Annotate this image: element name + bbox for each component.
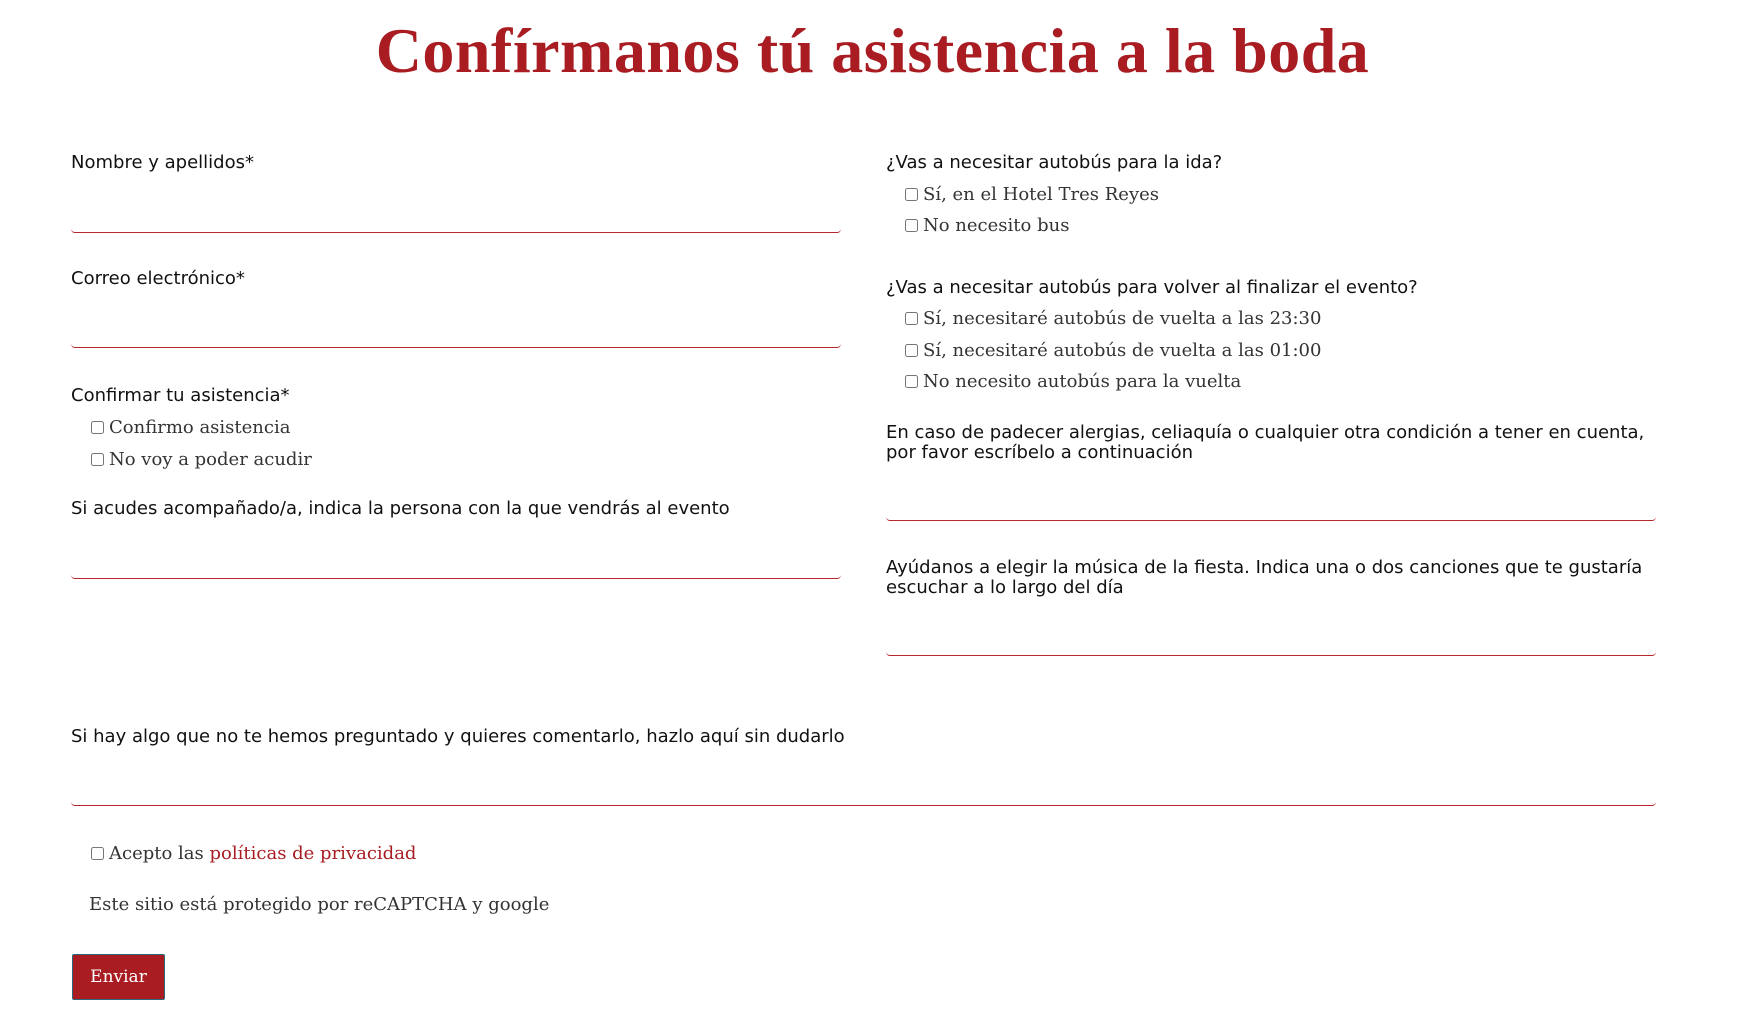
name-field[interactable]: [71, 198, 841, 233]
bus-return-label: ¿Vas a necesitar autobús para volver al finalizar el evento?: [886, 277, 1418, 298]
comments-label: Si hay algo que no te hemos preguntado y quieres comentarlo, hazlo aquí sin dudarlo: [71, 726, 845, 747]
attendance-option-confirm[interactable]: [91, 417, 290, 438]
attendance-option-decline[interactable]: [91, 449, 312, 470]
attendance-decline-checkbox[interactable]: [91, 453, 104, 466]
bus-go-hotel-label: Sí, en el Hotel Tres Reyes: [923, 184, 1160, 205]
bus-go-hotel-checkbox[interactable]: [905, 188, 918, 201]
email-label: Correo electrónico*: [71, 268, 245, 289]
attendance-confirm-checkbox[interactable]: [91, 421, 104, 434]
bus-go-none-label: No necesito bus: [923, 215, 1070, 236]
companion-label: Si acudes acompañado/a, indica la persona con la que vendrás al evento: [71, 498, 730, 519]
privacy-consent[interactable]: [91, 843, 416, 864]
music-label: Ayúdanos a elegir la música de la fiesta. Indica una o dos canciones que te gustaría escuchar a lo largo del día: [886, 557, 1643, 598]
page-title: Confírmanos tú asistencia a la boda: [375, 15, 1370, 86]
music-field[interactable]: [886, 621, 1656, 656]
bus-return-option-2330[interactable]: [905, 308, 1321, 329]
bus-return-0100-label: Sí, necesitaré autobús de vuelta a las 01:00: [923, 340, 1322, 361]
bus-go-label: ¿Vas a necesitar autobús para la ida?: [886, 152, 1223, 173]
bus-return-2330-label: Sí, necesitaré autobús de vuelta a las 23:30: [923, 308, 1322, 329]
recaptcha-note: Este sitio está protegido por reCAPTCHA y google: [89, 894, 550, 915]
privacy-policy-link[interactable]: políticas de privacidad: [209, 843, 417, 864]
attendance-confirm-label: Confirmo asistencia: [109, 417, 291, 438]
bus-go-none-checkbox[interactable]: [905, 219, 918, 232]
allergies-label: En caso de padecer alergias, celiaquía o cualquier otra condición a tener en cuenta, por favor escríbelo a continuación: [886, 422, 1645, 463]
companion-field[interactable]: [71, 544, 841, 579]
attendance-decline-label: No voy a poder acudir: [109, 449, 312, 470]
privacy-prefix: Acepto las: [109, 843, 204, 864]
bus-return-option-none[interactable]: [905, 371, 1241, 392]
submit-button[interactable]: Enviar: [72, 954, 165, 1000]
attendance-label: Confirmar tu asistencia*: [71, 385, 290, 406]
bus-return-option-0100[interactable]: [905, 340, 1321, 361]
bus-return-0100-checkbox[interactable]: [905, 344, 918, 357]
email-field[interactable]: [71, 313, 841, 348]
bus-return-none-checkbox[interactable]: [905, 375, 918, 388]
bus-go-option-none[interactable]: [905, 215, 1069, 236]
bus-go-option-hotel[interactable]: [905, 184, 1159, 205]
name-label: Nombre y apellidos*: [71, 152, 254, 173]
comments-field[interactable]: [71, 771, 1656, 806]
bus-return-2330-checkbox[interactable]: [905, 312, 918, 325]
bus-return-none-label: No necesito autobús para la vuelta: [923, 371, 1242, 392]
privacy-checkbox[interactable]: [91, 847, 104, 860]
allergies-field[interactable]: [886, 486, 1656, 521]
